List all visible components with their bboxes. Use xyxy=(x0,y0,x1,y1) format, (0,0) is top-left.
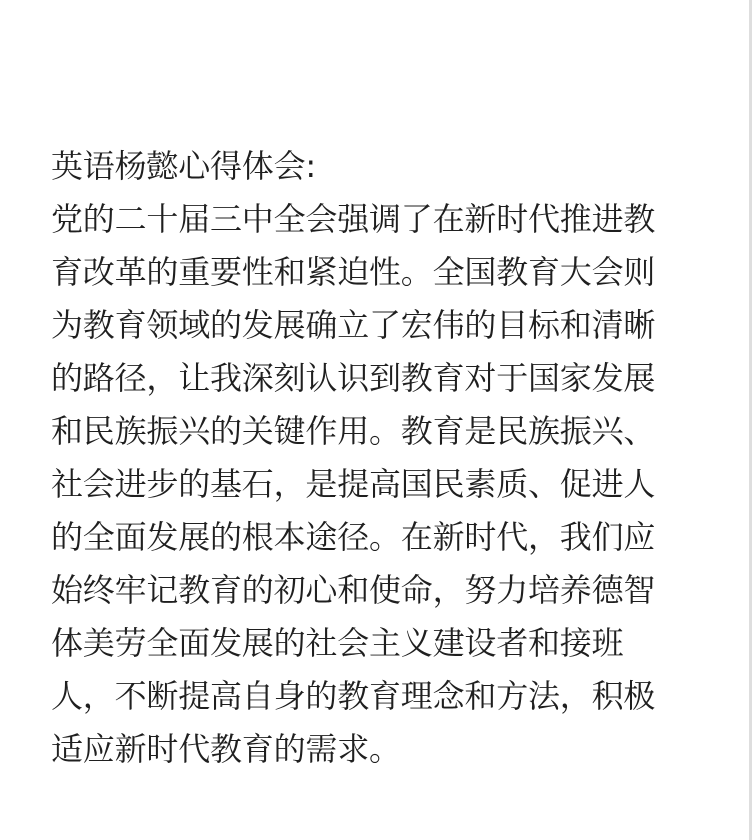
text-line: 社会进步的基石，是提高国民素质、促进人 xyxy=(51,465,656,503)
text-line: 人，不断提高自身的教育理念和方法，积极 xyxy=(51,677,656,715)
text-line: 党的二十届三中全会强调了在新时代推进教 xyxy=(51,200,656,238)
text-line: 的路径，让我深刻认识到教育对于国家发展 xyxy=(51,359,656,397)
text-line: 始终牢记教育的初心和使命，努力培养德智 xyxy=(51,571,656,609)
text-line: 和民族振兴的关键作用。教育是民族振兴、 xyxy=(51,412,656,450)
text-line: 为教育领域的发展确立了宏伟的目标和清晰 xyxy=(51,306,656,344)
text-line: 育改革的重要性和紧迫性。全国教育大会则 xyxy=(51,253,656,291)
text-line: 体美劳全面发展的社会主义建设者和接班 xyxy=(51,624,624,662)
reflection-text xyxy=(51,140,691,776)
text-line: 的全面发展的根本途径。在新时代，我们应 xyxy=(51,518,656,556)
text-line: 英语杨懿心得体会: xyxy=(51,147,316,185)
text-line: 适应新时代教育的需求。 xyxy=(51,730,401,768)
